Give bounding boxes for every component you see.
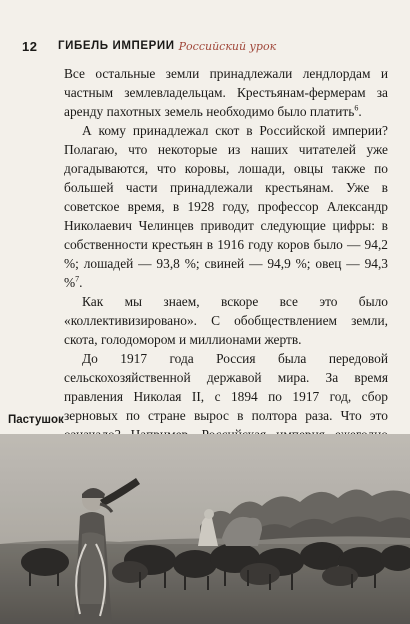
photo-caption: Пастушок: [8, 414, 64, 426]
shepherd-photo: [0, 434, 410, 624]
paragraph: Как мы знаем, вскоре все это было «коллективизировано». С обобществлением земли, скота, голодомором и миллионами жертв.: [64, 294, 388, 347]
footnote-ref[interactable]: 7: [75, 274, 80, 284]
page-number: 12: [22, 38, 38, 54]
paragraph: А кому принадлежал скот в Российской империи? Полагаю, что некоторые из наших читателей уже догадываются, что коровы, лошади, овцы также по большей части принадлежали крестьянам. Уже в советское время, в 1928 году, профессор Александр Николаевич Челинцев приводит следующие цифры: в собственности крестьян в 1916 году коров было — 94,2 %; лошадей — 93,8 %; свиней — 94,9 %; овец — 94,3 %$^7$.: [64, 123, 388, 290]
paragraph: Все остальные земли принадлежали лендлордам и частным землевладельцам. Крестьянам-фермерам за аренду пахотных земель необходимо было платить$^6$.: [64, 66, 388, 119]
running-subtitle: Российский урок: [178, 39, 277, 53]
paragraph: До 1917 года Россия была передовой сельскохозяйственной державой мира. За время правления Николая II, с 1894 по 1917 год, сбор зерновых по стране вырос в полтора раза. Что это: [64, 349, 388, 520]
running-header: [22, 36, 390, 56]
running-title: ГИБЕЛЬ ИМПЕРИИ: [58, 40, 175, 52]
footnote-ref[interactable]: 6: [354, 103, 359, 113]
